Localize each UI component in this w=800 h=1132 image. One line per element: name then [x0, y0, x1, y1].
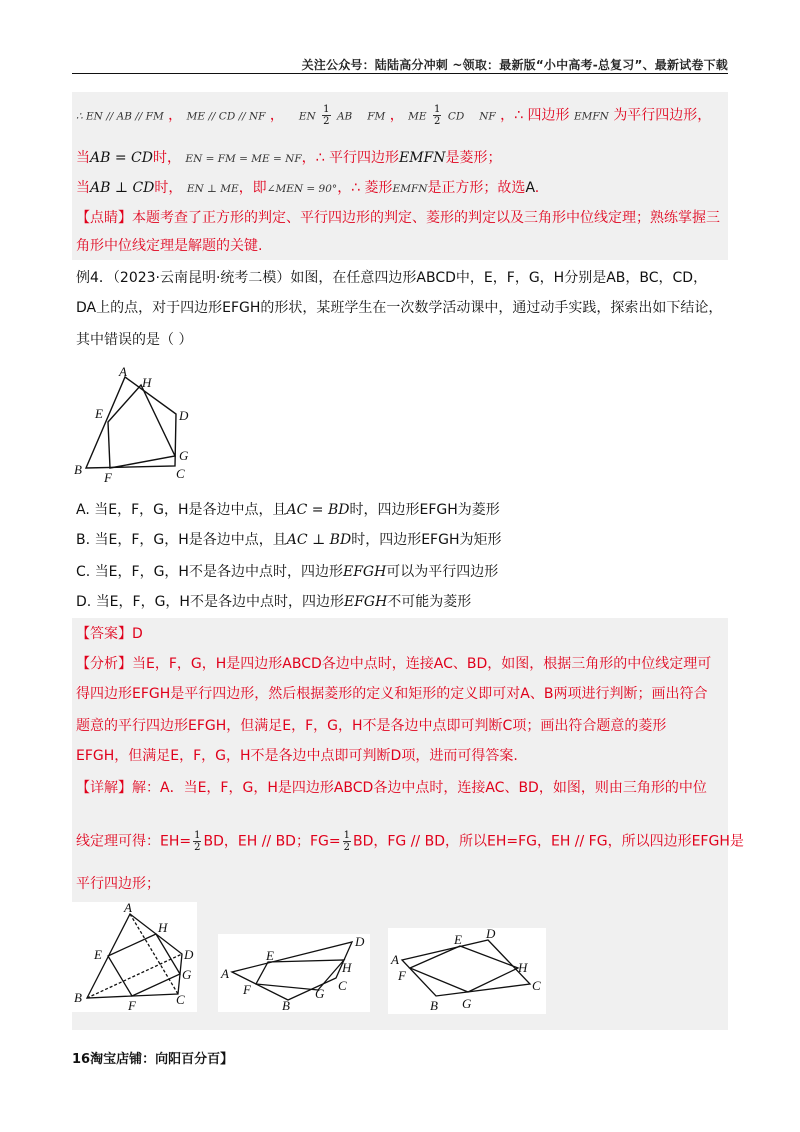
- label-f: F: [128, 998, 136, 1012]
- label-d: D: [486, 928, 496, 941]
- label-g: G: [462, 996, 472, 1011]
- figure-quadrilateral-main: [72, 362, 202, 486]
- comment-line-2: 角形中位线定理是解题的关键.: [76, 238, 263, 254]
- question-line-1: 例4．（2023·云南昆明·统考二模）如图，在任意四边形ABCD中，E，F，G，H分别是AB，BC，CD，: [76, 270, 708, 286]
- label-d: D: [179, 408, 189, 423]
- label-d: D: [184, 947, 194, 962]
- label-g: G: [182, 967, 192, 982]
- option-a[interactable]: A. 当E，F，G，H是各边中点，且AC = BD时，四边形EFGH为菱形: [76, 502, 500, 518]
- label-b: B: [430, 998, 438, 1013]
- question-line-2: DA上的点，对于四边形EFGH的形状，某班学生在一次数学活动课中，通过动手实践，探索出如下结论，: [76, 300, 723, 316]
- analysis-line-3: 题意的平行四边形EFGH，但满足E，F，G，H不是各边中点即可判断C项；画出符合题意的菱形: [76, 718, 667, 734]
- figure-parallelogram-not-midpoints: [218, 934, 370, 1012]
- label-f: F: [243, 982, 251, 997]
- label-c: C: [532, 978, 541, 993]
- diagonal-ac: [130, 914, 178, 994]
- label-e: E: [454, 932, 462, 947]
- analysis-line-1: 【分析】当E，F，G，H是四边形ABCD各边中点时，连接AC、BD，如图，根据三角形的中位线定理可: [76, 656, 712, 672]
- solution-line-1: ∴ EN // AB // FM ， ME // CD // NF ， EN $\frac{1}{2}$ AB FM ， ME $\frac{1}{2}$ CD NF ，∴ 四边形 EMFN 为平行四边形，: [76, 104, 712, 127]
- label-d: D: [355, 934, 365, 949]
- detail-line-1: 【详解】解：A．当E，F，G，H是四边形ABCD各边中点时，连接AC、BD，如图，则由三角形的中位: [76, 780, 707, 796]
- label-c: C: [176, 466, 185, 481]
- analysis-line-4: EFGH，但满足E，F，G，H不是各边中点即可判断D项，进而可得答案.: [76, 748, 518, 764]
- analysis-line-2: 得四边形EFGH是平行四边形，然后根据菱形的定义和矩形的定义即可对A、B两项进行判断；画出符合: [76, 686, 708, 702]
- label-g: G: [179, 448, 189, 463]
- quad-efgh-3: [256, 960, 344, 990]
- label-f: F: [398, 968, 406, 983]
- header-divider: [72, 73, 728, 74]
- figure-midpoint-quadrilateral: [72, 902, 197, 1012]
- label-f: F: [104, 470, 112, 485]
- label-h: H: [518, 960, 528, 975]
- label-e: E: [95, 406, 103, 421]
- label-a: A: [221, 966, 229, 981]
- label-g: G: [315, 986, 325, 1001]
- option-b[interactable]: B. 当E，F，G，H是各边中点，且AC ⊥ BD时，四边形EFGH为矩形: [76, 532, 502, 548]
- solution-line-3: 当AB ⊥ CD时， EN ⊥ ME，即∠MEN = 90°，∴ 菱形EMFN是正方形；故选A.: [76, 180, 540, 196]
- quad-efgh: [108, 385, 175, 468]
- label-a: A: [124, 902, 132, 915]
- label-e: E: [266, 948, 274, 963]
- quad-abcd: [86, 377, 176, 468]
- solution-line-2: 当AB = CD时， EN = FM = ME = NF，∴ 平行四边形EMFN是菱形；: [76, 150, 502, 166]
- label-h: H: [342, 960, 352, 975]
- label-b: B: [74, 462, 82, 477]
- option-c[interactable]: C. 当E，F，G，H不是各边中点时，四边形EFGH可以为平行四边形: [76, 564, 499, 580]
- quad-efgh-2: [108, 934, 180, 996]
- label-e: E: [94, 947, 102, 962]
- page-header: 关注公众号：陆陆高分冲刺 ~领取：最新版“小中高考-总复习”、最新试卷下载: [301, 58, 728, 72]
- label-c: C: [176, 992, 185, 1007]
- detail-line-3: 平行四边形；: [76, 876, 160, 892]
- label-a: A: [119, 364, 127, 379]
- page-footer: 16淘宝店铺：向阳百分百】: [72, 1052, 234, 1067]
- label-h: H: [142, 375, 152, 390]
- option-d[interactable]: D. 当E，F，G，H不是各边中点时，四边形EFGH不可能为菱形: [76, 594, 472, 610]
- figure-rhombus-not-midpoints: [388, 928, 546, 1014]
- label-b: B: [74, 990, 82, 1005]
- detail-line-2: 线定理可得：EH= $\frac{1}{2}$ BD，EH // BD；FG= $\frac{1}{2}$ BD，FG // BD，所以EH=FG，EH // FG，所以四边形EFGH是: [76, 830, 744, 853]
- label-c: C: [338, 978, 347, 993]
- label-a: A: [391, 952, 399, 967]
- comment-line-1: 【点睛】本题考查了正方形的判定、平行四边形的判定、菱形的判定以及三角形中位线定理；熟练掌握三: [76, 210, 720, 226]
- label-b: B: [282, 998, 290, 1012]
- answer-label: 【答案】D: [76, 626, 143, 642]
- label-h: H: [158, 920, 168, 935]
- question-line-3: 其中错误的是（ ）: [76, 332, 193, 348]
